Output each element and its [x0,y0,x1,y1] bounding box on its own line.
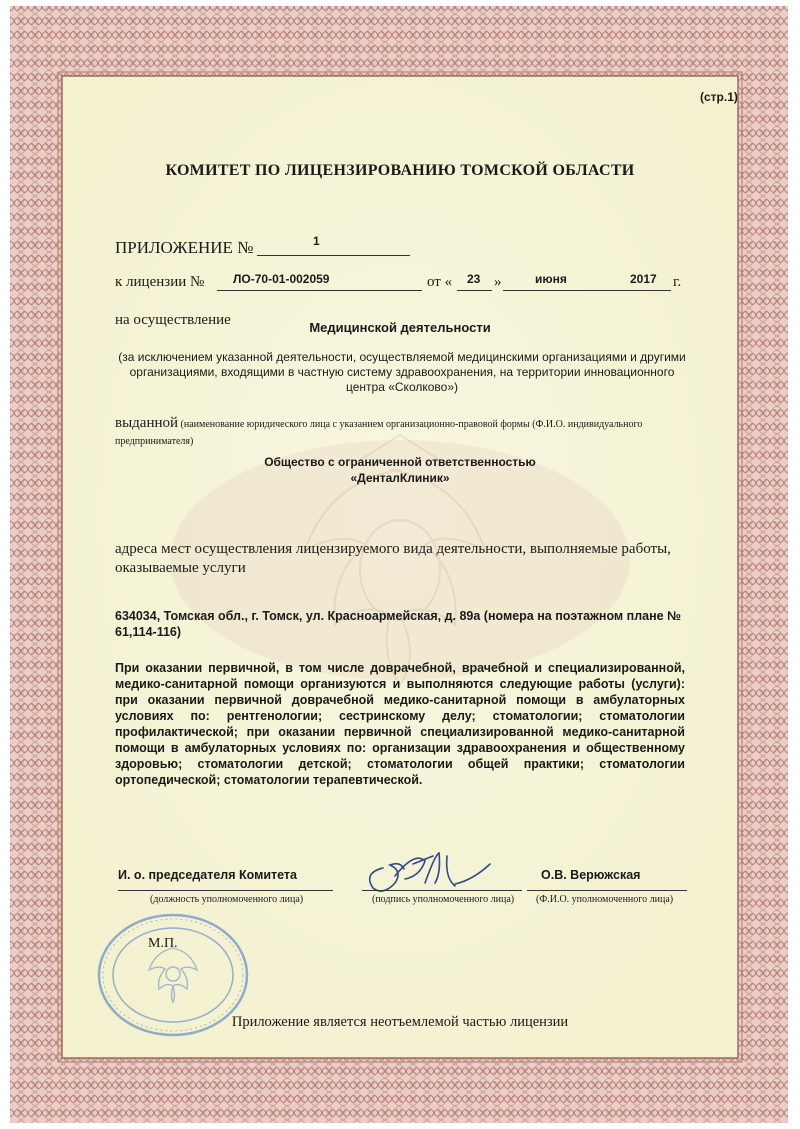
issued-note-line1: (наименование юридического лица с указанием организационно-правовой формы (Ф.И.О. индивидуального [180,419,643,430]
activity-note: (за исключением указанной деятельности, осуществляемой медицинскими организациями и другими организациями, входящими в частную систему здравоохранения, на территории инновационного центра «Сколково») [118,350,686,394]
position-caption: (должность уполномоченного лица) [150,894,304,905]
signatory-position: И. о. председателя Комитета [118,868,298,882]
addresses-label: адреса мест осуществления лицензируемого вида деятельности, выполняемые работы, оказываемые услуги [115,541,671,576]
organization-line2: «ДенталКлиник» [350,471,450,485]
name-caption: (Ф.И.О. уполномоченного лица) [536,894,674,905]
seal-place: М.П. [148,936,178,951]
address-text: 634034, Томская обл., г. Томск, ул. Красноармейская, д. 89а (номера на поэтажном плане № 61,114-116) [115,609,681,639]
services-text: При оказании первичной, в том числе доврачебной, врачебной и специализированной, медико-санитарной помощи организуются и выполняются следующие работы (услуги): при оказании первичной доврачебной медико-санитарной помощи в амбулаторных условиях по: рентгенологии; сестринскому делу; стоматологии; стоматологии профилактической; при оказании первичной специализированной медико-санитарной помощи в амбулаторных условиях по: организации здравоохранения и общественному здоровью; стоматологии детской; стоматологии общей практики; стоматологии ортопедической; стоматологии терапевтической. [115,661,685,787]
signature-caption: (подпись уполномоченного лица) [372,894,515,905]
appendix-number: 1 [313,234,320,248]
activity-name: Медицинской деятельности [309,320,491,335]
year-suffix: г. [673,274,682,290]
footer-note: Приложение является неотъемлемой частью лицензии [231,1014,569,1030]
organization-name [0,454,800,486]
appendix-label: ПРИЛОЖЕНИЕ № [115,238,254,257]
activity-label: на осуществление [115,312,231,328]
issued-note-line2: предпринимателя) [115,436,194,447]
page-number: (стр.1) [700,90,738,104]
license-day: 23 [467,272,481,286]
organization-line1: Общество с ограниченной ответственностью [264,455,536,469]
issued-label: выданной [115,415,179,431]
license-number: ЛО-70-01-002059 [233,272,330,286]
committee-title: КОМИТЕТ ПО ЛИЦЕНЗИРОВАНИЮ ТОМСКОЙ ОБЛАСТИ [165,162,635,179]
issued-block [115,415,695,450]
signatory-name: О.В. Верюжская [541,868,641,882]
license-prefix: к лицензии № [115,274,205,290]
from-label: от « [427,274,453,290]
day-close: » [494,274,502,290]
license-year: 2017 [630,272,657,286]
license-month: июня [535,272,567,286]
